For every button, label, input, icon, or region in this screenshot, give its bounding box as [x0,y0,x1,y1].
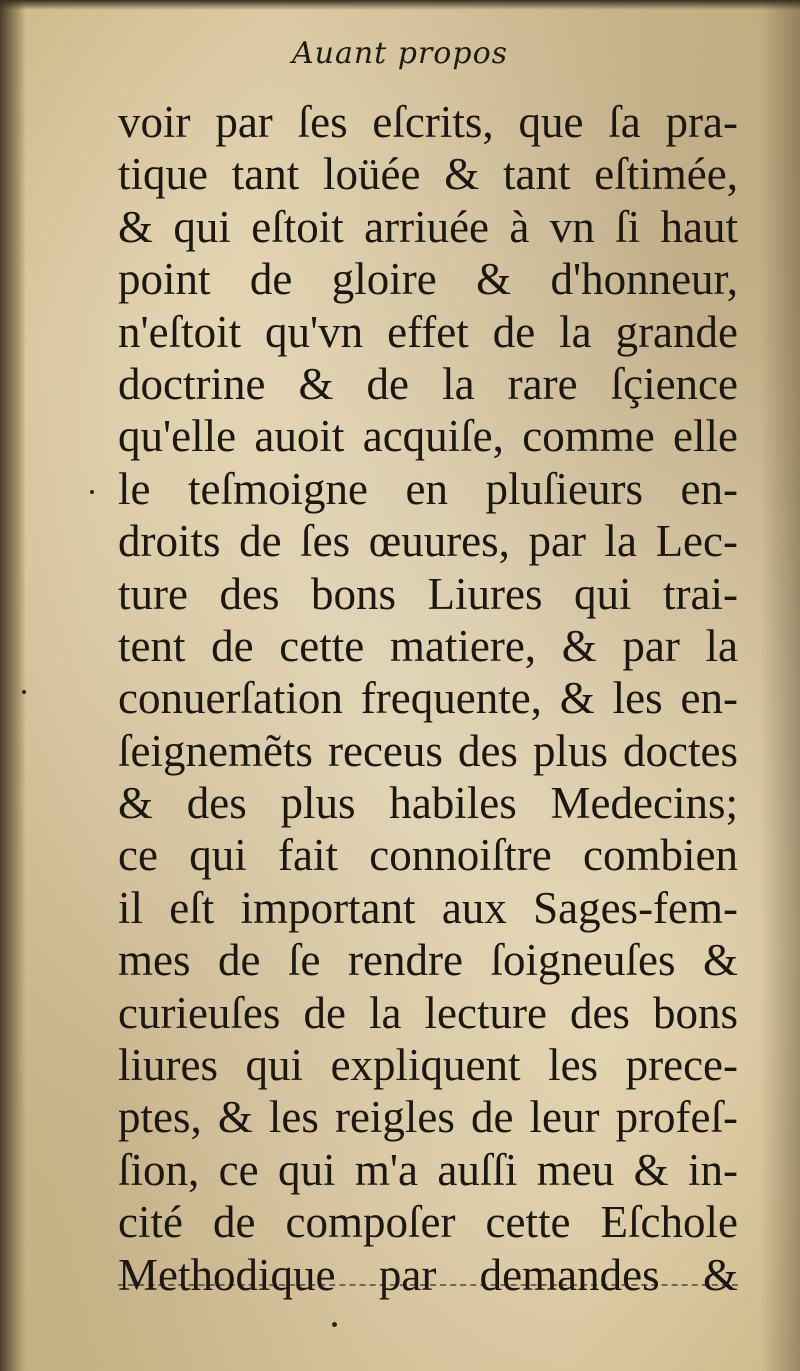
text-line: Methodique par demandes & [118,1249,738,1300]
text-line: ſeignemẽts receus des plus doctes [118,725,738,776]
text-line: & des plus habiles Medecins; [118,778,738,829]
text-line: conuerſation frequente, & les en- [118,673,738,724]
text-line: il eſt important aux Sages-fem- [118,882,738,933]
text-line: ce qui fait connoiſtre combien [118,830,738,881]
text-line: point de gloire & d'honneur, [118,254,738,305]
text-line: le teſmoigne en pluſieurs en- [118,463,738,514]
handwritten-underline [118,1284,738,1289]
text-line: & qui eſtoit arriuée à vn ſi haut [118,201,738,252]
page-top-edge [0,0,800,10]
text-line: ſion, ce qui m'a auſſi meu & in- [118,1144,738,1195]
text-line: tique tant loüée & tant eſtimée, [118,149,738,200]
text-line: doctrine & de la rare ſçience [118,358,738,409]
ink-speck [90,490,94,494]
body-text [118,96,738,1301]
text-line: liures qui expliquent les prece- [118,1040,738,1091]
text-line: tent de cette matiere, & par la [118,620,738,671]
running-head: Auant propos [291,36,509,71]
text-line: ptes, & les reigles de leur profeſ- [118,1092,738,1143]
text-line: n'eſtoit qu'vn effet de la grande [118,306,738,357]
ink-speck [22,690,26,694]
text-line: voir par ſes eſcrits, que ſa pra- [118,97,738,147]
text-line: mes de ſe rendre ſoigneuſes & [118,935,738,986]
text-line: curieuſes de la lecture des bons [118,987,738,1038]
text-line: ture des bons Liures qui trai- [118,568,738,619]
text-line: cité de compoſer cette Eſchole [118,1197,738,1248]
page-right-edge [760,0,800,1371]
ink-speck [332,1322,337,1327]
text-line: droits de ſes œuures, par la Lec- [118,516,738,567]
page-gutter-shadow [0,0,26,1371]
text-line: qu'elle auoit acquiſe, comme elle [118,411,738,462]
